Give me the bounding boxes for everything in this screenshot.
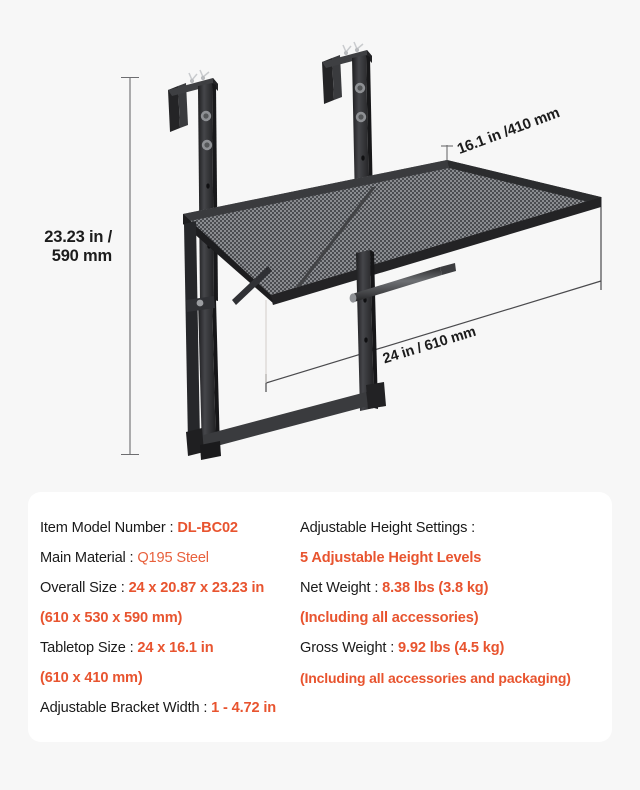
spec-line [300, 513, 612, 543]
spec-line [40, 693, 308, 723]
spec-value: DL-BC02 [177, 520, 238, 536]
spec-line [40, 603, 308, 633]
spec-label: Tabletop Size : [40, 640, 138, 656]
spec-line [300, 663, 612, 693]
spec-label: Overall Size : [40, 580, 129, 596]
spec-value: (Including all accessories) [300, 610, 479, 626]
thumbscrew-right [343, 42, 363, 52]
spec-value: 5 Adjustable Height Levels [300, 550, 482, 566]
spec-line [300, 633, 612, 663]
spec-value: 24 x 20.87 x 23.23 in [128, 580, 265, 596]
spec-line [40, 633, 308, 663]
spec-line [300, 573, 612, 603]
spec-value: (610 x 530 x 590 mm) [40, 610, 183, 626]
spec-label: Adjustable Bracket Width : [40, 700, 212, 716]
spec-line [300, 603, 612, 633]
spec-label: Gross Weight : [300, 640, 399, 656]
specification-card [28, 492, 612, 742]
thumbscrew-left [189, 70, 209, 80]
spec-line [40, 663, 308, 693]
spec-line [300, 543, 612, 573]
spec-label: Net Weight : [300, 580, 383, 596]
spec-value: (610 x 410 mm) [40, 670, 143, 686]
dimension-label-depth: 16.1 in /410 mm [455, 104, 563, 158]
spec-line [40, 513, 308, 543]
dimension-line-height [121, 77, 139, 455]
spec-label: Adjustable Height Settings : [300, 520, 476, 536]
spec-line [40, 543, 308, 573]
spec-value: 8.38 lbs (3.8 kg) [382, 580, 489, 596]
spec-column-right [300, 492, 612, 693]
spec-value: (Including all accessories and packaging) [300, 670, 571, 686]
spec-column-left [40, 492, 308, 723]
spec-value: 1 - 4.72 in [211, 700, 277, 716]
spec-label: Item Model Number : [40, 520, 178, 536]
spec-value: 24 x 16.1 in [137, 640, 214, 656]
spec-value: 9.92 lbs (4.5 kg) [398, 640, 505, 656]
spec-value: Q195 Steel [137, 550, 209, 566]
dimension-label-height: 23.23 in / 590 mm [44, 228, 112, 266]
spec-line [40, 573, 308, 603]
dimension-line-depth [441, 145, 453, 160]
dimension-label-width: 24 in / 610 mm [381, 323, 478, 368]
spec-label: Main Material : [40, 550, 138, 566]
